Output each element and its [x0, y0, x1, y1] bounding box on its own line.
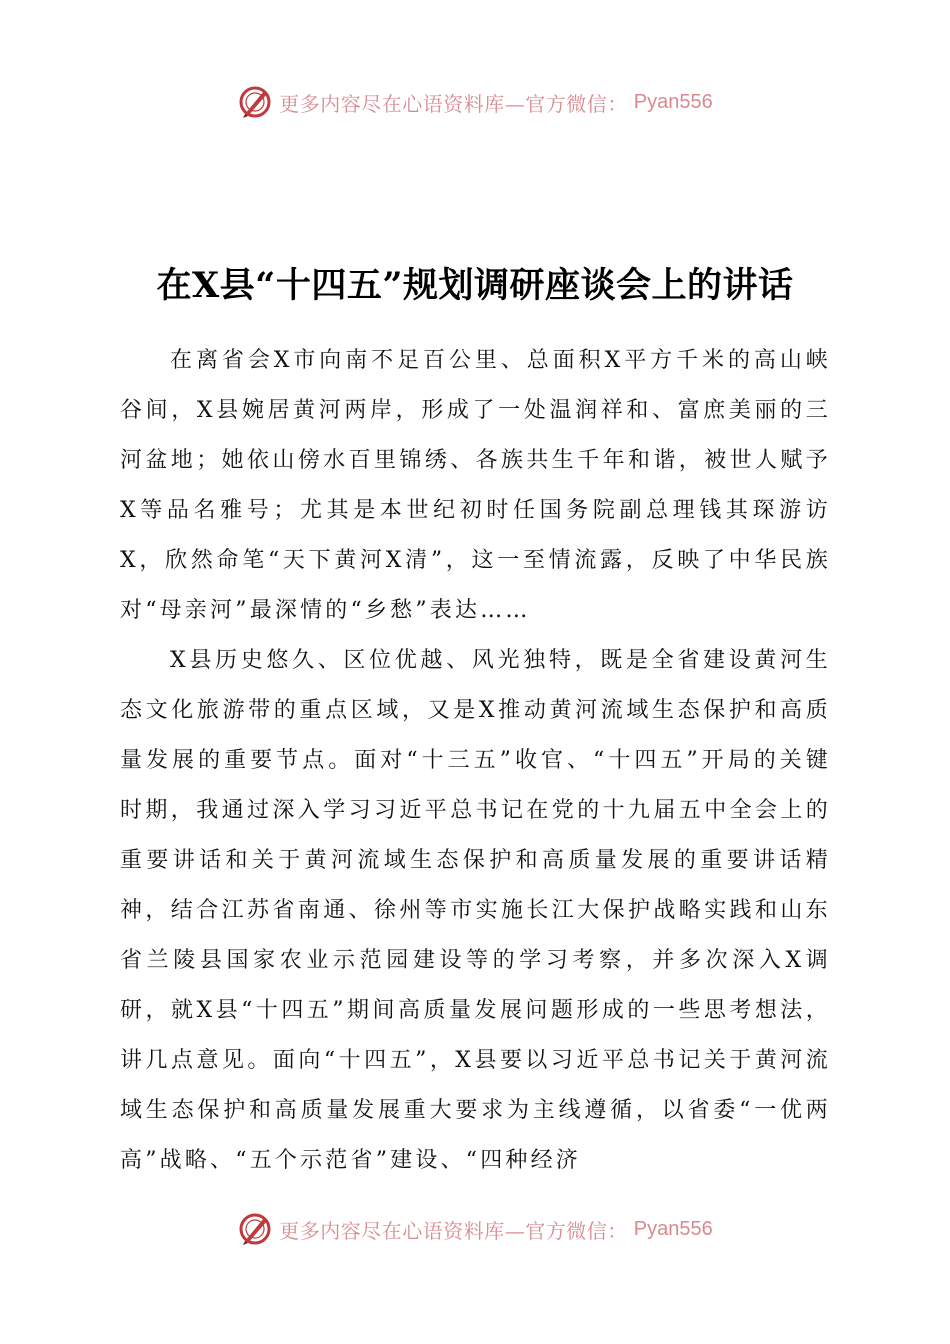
watermark-text: 更多内容尽在心语资料库—官方微信： [279, 91, 628, 116]
header-watermark [0, 82, 950, 122]
pen-circle-icon [237, 84, 273, 120]
paragraph-1: 在离省会X市向南不足百公里、总面积X平方千米的高山峡谷间，X县婉居黄河两岸，形成了一处温润祥和、富庶美丽的三河盆地；她依山傍水百里锦绣、各族共生千年和谐，被世人赋予X等品名雅号；尤其是本世纪初时任国务院副总理钱其琛游访X，欣然命笔“天下黄河X清”，这一至情流露，反映了中华民族对“母亲河”最深情的“乡愁”表达…… [120, 348, 831, 623]
footer-watermark [0, 1209, 950, 1249]
document-body [120, 336, 831, 1186]
watermark-wechat-id: Pyan556 [633, 1217, 713, 1240]
paragraph-2: X县历史悠久、区位优越、风光独特，既是全省建设黄河生态文化旅游带的重点区域，又是X推动黄河流域生态保护和高质量发展的重要节点。面对“十三五”收官、“十四五”开局的关键时期，我通过深入学习习近平总书记在党的十九届五中全会上的重要讲话和关于黄河流域生态保护和高质量发展的重要讲话精神，结合江苏省南通、徐州等市实施长江大保护战略实践和山东省兰陵县国家农业示范园建设等的学习考察，并多次深入X调研，就X县“十四五”期间高质量发展问题形成的一些思考想法，讲几点意见。面向“十四五”，X县要以习近平总书记关于黄河流域生态保护和高质量发展重大要求为主线遵循，以省委“一优两高”战略、“五个示范省”建设、“四种经济 [120, 648, 831, 1173]
watermark-wechat-id: Pyan556 [633, 90, 713, 113]
watermark-text: 更多内容尽在心语资料库—官方微信： [279, 1218, 628, 1243]
pen-circle-icon [237, 1211, 273, 1247]
document-title: 在X县“十四五”规划调研座谈会上的讲话 [156, 265, 794, 306]
